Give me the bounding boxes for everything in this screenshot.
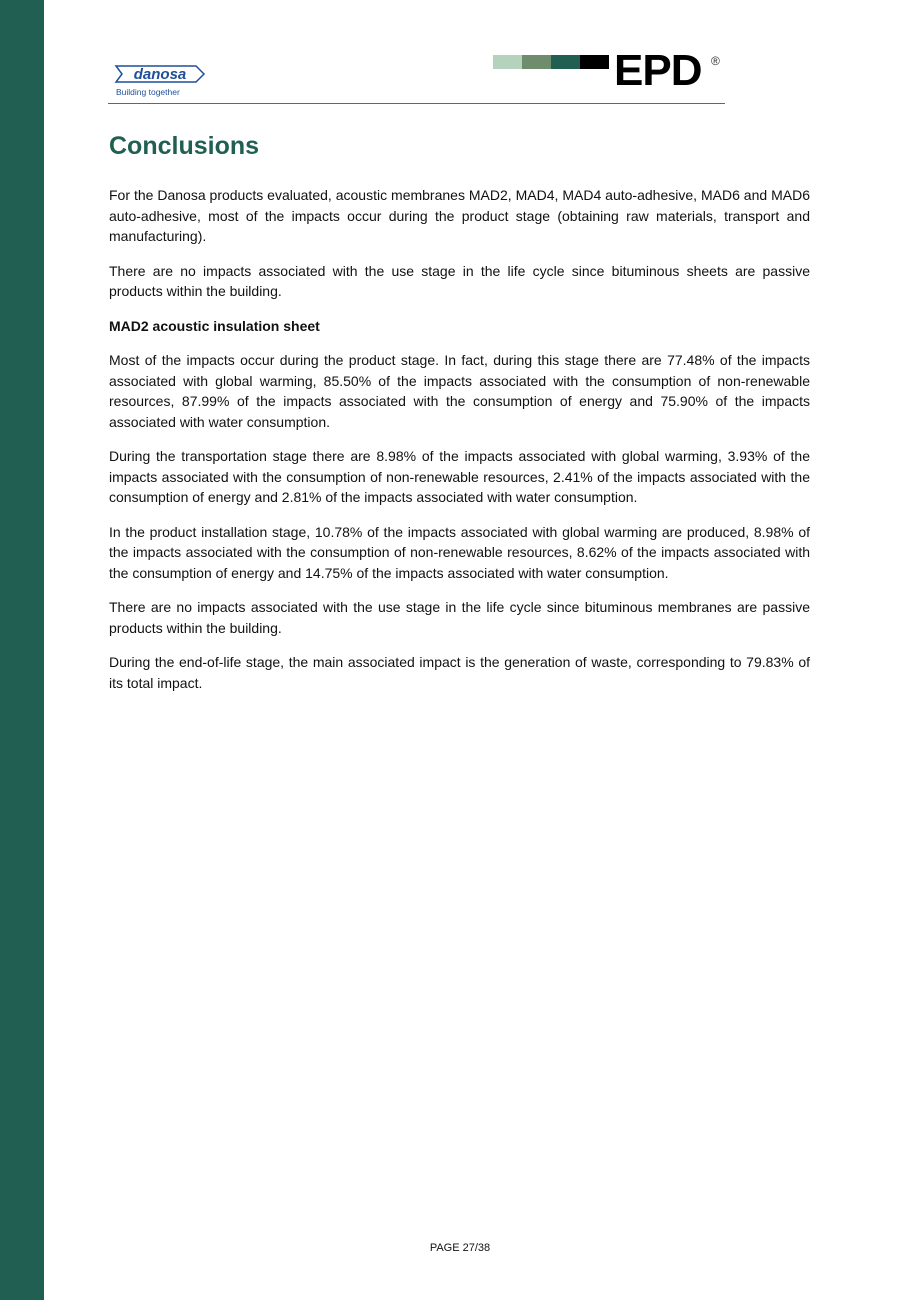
page-title: Conclusions (109, 132, 260, 160)
logo-tagline: Building together (116, 87, 180, 97)
paragraph: There are no impacts associated with the use stage in the life cycle since bituminous membranes are passive products within the building. (109, 599, 810, 636)
color-bar (522, 55, 551, 69)
danosa-logo-icon (114, 63, 206, 85)
page-number: PAGE 27/38 (429, 1242, 491, 1254)
color-bar (551, 55, 580, 69)
section-heading: MAD2 acoustic insulation sheet (109, 317, 320, 334)
paragraph: In the product installation stage, 10.78% of the impacts associated with global warming are produced, 8.98% of the impacts associated with the consumption of non-renewable resources, 8.62% of the impacts associated with the consumption of energy and 14.75% of the impacts associated with water consumption. (109, 523, 810, 581)
epd-logo: EPD (614, 46, 702, 95)
document-body (109, 185, 810, 707)
paragraph: For the Danosa products evaluated, acoustic membranes MAD2, MAD4, MAD4 auto-adhesive, MAD6 and MAD6 auto-adhesive, most of the impacts occur during the product stage (obtaining raw materials, transport and manufacturing). (109, 187, 810, 244)
epd-color-bars (493, 55, 609, 69)
danosa-logo (110, 63, 210, 103)
paragraph: Most of the impacts occur during the product stage. In fact, during this stage there are 77.48% of the impacts associated with global warming, 85.50% of the impacts associated with the consumption of non-renewable resources, 87.99% of the impacts associated with the consumption of energy and 75.90% of the impacts associated with water consumption. (109, 352, 810, 430)
registered-mark: ® (711, 54, 720, 68)
paragraph: During the transportation stage there are 8.98% of the impacts associated with global warming, 3.93% of the impacts associated with the consumption of non-renewable resources, 2.41% of the impacts associated with the consumption of energy and 2.81% of the impacts associated with water consumption. (109, 448, 810, 505)
paragraph: During the end-of-life stage, the main associated impact is the generation of waste, corresponding to 79.83% of its total impact. (109, 654, 810, 691)
sidebar-band (0, 0, 44, 1300)
header-divider (108, 103, 725, 104)
color-bar (493, 55, 522, 69)
color-bar (580, 55, 609, 69)
paragraph: There are no impacts associated with the use stage in the life cycle since bituminous sheets are passive products within the building. (109, 262, 810, 299)
svg-text:danosa: danosa (133, 66, 187, 83)
